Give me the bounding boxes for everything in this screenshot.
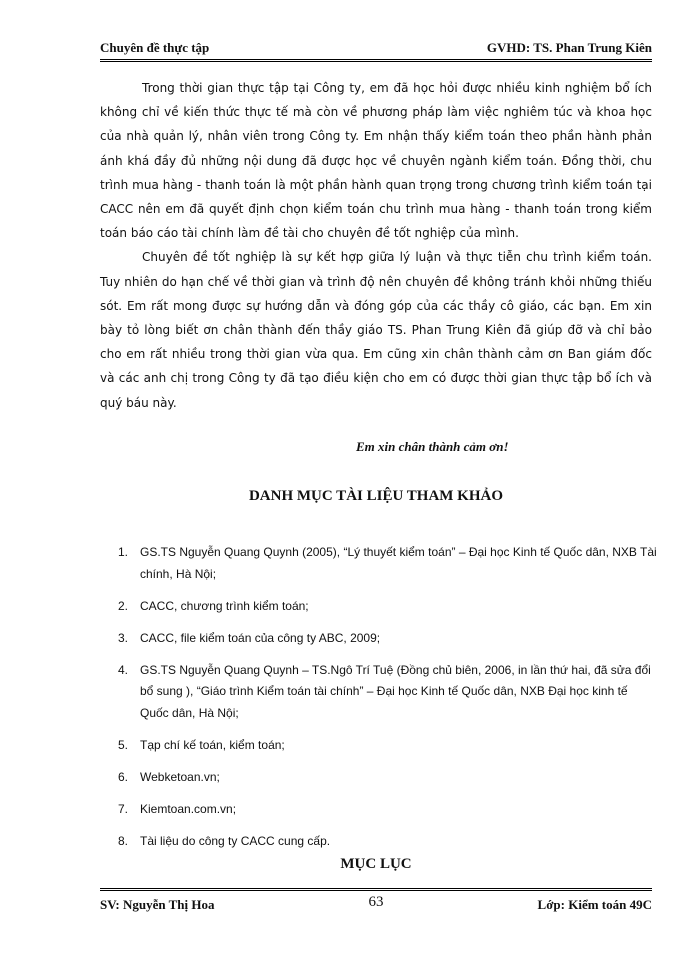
header-supervisor: GVHD: TS. Phan Trung Kiên bbox=[486, 40, 652, 55]
header-course-title: Chuyên đề thực tập bbox=[100, 40, 210, 55]
reference-item: 4. GS.TS Nguyễn Quang Quynh – TS.Ngô Trí Tuệ (Đồng chủ biên, 2006, in lần thứ hai, đã sửa đổi bổ sung ), “Giáo trình Kiểm toán tài chính” – Đại học Kinh tế Quốc dân, NXB Đại học kinh tế Quốc dân, Hà Nội; bbox=[118, 662, 651, 720]
reference-item: 8. Tài liệu do công ty CACC cung cấp. bbox=[118, 833, 331, 848]
paragraph: Trong thời gian thực tập tại Công ty, em đã học hỏi được nhiều kinh nghiệm bổ ích không chỉ về kiến thức thực tế mà còn về phương pháp làm việc nghiêm túc và khoa học của nhà quản lý, nhân viên trong Công ty. Em nhận thấy kiểm toán theo phần hành phản ánh khá đầy đủ những nội dung đã được học về chuyên ngành kiểm toán. Đồng thời, chu trình mua hàng - thanh toán là một phần hành quan trọng trong chương trình kiểm toán tại CACC nên em đã quyết định chọn kiểm toán chu trình mua hàng - thanh toán trong kiểm toán báo cáo tài chính làm đề tài cho chuyên đề tốt nghiệp của mình. bbox=[100, 81, 652, 241]
footer-class: Lớp: Kiểm toán 49C bbox=[537, 897, 652, 912]
page-header bbox=[100, 40, 652, 62]
thanks-line: Em xin chân thành cảm ơn! bbox=[356, 439, 509, 454]
reference-item: 2. CACC, chương trình kiểm toán; bbox=[118, 598, 309, 613]
reference-item: 3. CACC, file kiểm toán của công ty ABC, 2009; bbox=[118, 630, 381, 645]
reference-item: 7. Kiemtoan.com.vn; bbox=[118, 801, 237, 816]
page-number: 63 bbox=[368, 894, 384, 910]
references-title: DANH MỤC TÀI LIỆU THAM KHẢO bbox=[248, 488, 504, 504]
acknowledgement-body bbox=[100, 76, 652, 415]
reference-item: 5. Tạp chí kế toán, kiểm toán; bbox=[118, 737, 285, 752]
toc-title: MỤC LỤC bbox=[340, 856, 412, 872]
references-list bbox=[118, 542, 658, 863]
reference-item: 6. Webketoan.vn; bbox=[118, 769, 220, 784]
paragraph: Chuyên đề tốt nghiệp là sự kết hợp giữa lý luận và thực tiễn chu trình kiểm toán. Tuy nhiên do hạn chế về thời gian và trình độ nên chuyên đề không tránh khỏi những thiếu sót. Em rất mong được sự hướng dẫn và đóng góp của các thầy cô giáo, các bạn. Em xin bày tỏ lòng biết ơn chân thành đến thầy giáo TS. Phan Trung Kiên đã giúp đỡ và chỉ bảo cho em rất nhiều trong thời gian vừa qua. Em cũng xin chân thành cảm ơn Ban giám đốc và các anh chị trong Công ty đã tạo điều kiện cho em có được thời gian thực tập bổ ích và quý báu này. bbox=[100, 250, 652, 410]
footer-student: SV: Nguyễn Thị Hoa bbox=[100, 897, 215, 912]
reference-item: 1. GS.TS Nguyễn Quang Quynh (2005), “Lý thuyết kiểm toán” – Đại học Kinh tế Quốc dân, NXB Tài chính, Hà Nội; bbox=[118, 545, 657, 581]
page-footer bbox=[100, 888, 652, 913]
